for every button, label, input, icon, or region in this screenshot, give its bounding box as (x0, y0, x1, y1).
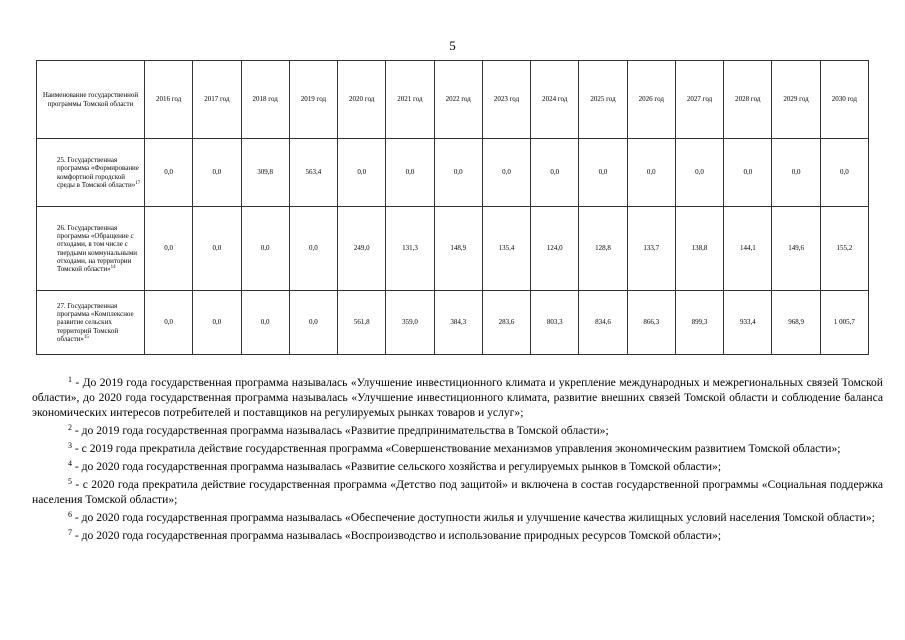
value-cell: 149,6 (772, 207, 820, 291)
footnote-text: - с 2019 года прекратила действие государственная программа «Совершенствование механизмов управления экономическим развитием Томской области»; (72, 442, 841, 455)
value-cell: 0,0 (772, 139, 820, 207)
value-cell: 899,3 (675, 291, 723, 355)
footnote-number: 5 (68, 477, 72, 486)
value-cell: 0,0 (531, 139, 579, 207)
value-cell: 561,8 (338, 291, 386, 355)
program-name: 27. Государственная программа «Комплексное развитие сельских территорий Томской области» (57, 302, 134, 343)
column-header-year: 2026 год (627, 61, 675, 139)
footnote-ref: 15 (83, 334, 89, 340)
table-row (37, 139, 869, 207)
value-cell: 0,0 (724, 139, 772, 207)
value-cell: 0,0 (145, 207, 193, 291)
footnote (32, 474, 883, 507)
footnote-number: 6 (68, 510, 72, 519)
value-cell: 0,0 (820, 139, 868, 207)
table-row (37, 207, 869, 291)
column-header-year: 2028 год (724, 61, 772, 139)
value-cell: 0,0 (627, 139, 675, 207)
program-name-cell (37, 139, 145, 207)
column-header-year: 2030 год (820, 61, 868, 139)
value-cell: 563,4 (289, 139, 337, 207)
footnote-number: 4 (68, 459, 72, 468)
column-header-year: 2020 год (338, 61, 386, 139)
value-cell: 133,7 (627, 207, 675, 291)
footnote (32, 420, 883, 438)
footnote (32, 438, 883, 456)
value-cell: 0,0 (241, 291, 289, 355)
footnote (32, 372, 883, 420)
footnote (32, 525, 883, 543)
column-header-year: 2018 год (241, 61, 289, 139)
footnote-text: - до 2019 года государственная программа называлась «Развитие предпринимательства в Томской области»; (72, 424, 609, 437)
column-header-year: 2022 год (434, 61, 482, 139)
value-cell: 1 005,7 (820, 291, 868, 355)
footnote-text: - до 2020 года государственная программа называлась «Воспроизводство и использование природных ресурсов Томской области»; (72, 529, 722, 542)
value-cell: 135,4 (482, 207, 530, 291)
table-header-row (37, 61, 869, 139)
column-header-year: 2029 год (772, 61, 820, 139)
value-cell: 359,0 (386, 291, 434, 355)
value-cell: 309,8 (241, 139, 289, 207)
value-cell: 131,3 (386, 207, 434, 291)
column-header-year: 2025 год (579, 61, 627, 139)
footnote-text: - до 2020 года государственная программа называлась «Развитие сельского хозяйства и регулируемых рынков в Томской области»; (72, 460, 722, 473)
column-header-year: 2017 год (193, 61, 241, 139)
value-cell: 148,9 (434, 207, 482, 291)
column-header-year: 2027 год (675, 61, 723, 139)
budget-table (36, 60, 869, 355)
value-cell: 0,0 (145, 291, 193, 355)
column-header-year: 2021 год (386, 61, 434, 139)
footnote-ref: 14 (110, 264, 116, 270)
value-cell: 124,0 (531, 207, 579, 291)
column-header-year: 2023 год (482, 61, 530, 139)
value-cell: 249,0 (338, 207, 386, 291)
value-cell: 144,1 (724, 207, 772, 291)
value-cell: 138,8 (675, 207, 723, 291)
table-row (37, 291, 869, 355)
program-name: 25. Государственная программа «Формирование комфортной городской среды в Томской области» (57, 156, 139, 189)
footnote (32, 507, 883, 525)
value-cell: 283,6 (482, 291, 530, 355)
value-cell: 0,0 (289, 291, 337, 355)
column-header-year: 2019 год (289, 61, 337, 139)
value-cell: 0,0 (193, 139, 241, 207)
value-cell: 0,0 (193, 291, 241, 355)
footnote-ref: 17 (135, 180, 141, 186)
footnote-text: - до 2020 года государственная программа называлась «Обеспечение доступности жилья и улучшение качества жилищных условий населения Томской области»; (72, 511, 875, 524)
program-name-cell (37, 207, 145, 291)
value-cell: 128,8 (579, 207, 627, 291)
value-cell: 866,3 (627, 291, 675, 355)
footnotes (32, 372, 883, 543)
program-name: 26. Государственная программа «Обращение с отходами, в том числе с твердыми коммунальными отходами, на территории Томской области» (57, 224, 138, 273)
footnote-number: 2 (68, 423, 72, 432)
footnote-number: 3 (68, 441, 72, 450)
footnote-number: 7 (68, 528, 72, 537)
page-number: 5 (449, 38, 456, 53)
value-cell: 0,0 (241, 207, 289, 291)
value-cell: 933,4 (724, 291, 772, 355)
value-cell: 834,6 (579, 291, 627, 355)
value-cell: 0,0 (675, 139, 723, 207)
value-cell: 968,9 (772, 291, 820, 355)
footnote-text: - с 2020 года прекратила действие государственная программа «Детство под защитой» и включена в состав государственной программы «Социальная поддержка населения Томской области»; (32, 478, 883, 506)
footnote (32, 456, 883, 474)
value-cell: 0,0 (386, 139, 434, 207)
value-cell: 0,0 (579, 139, 627, 207)
value-cell: 0,0 (289, 207, 337, 291)
program-name-cell (37, 291, 145, 355)
value-cell: 155,2 (820, 207, 868, 291)
value-cell: 0,0 (145, 139, 193, 207)
footnote-number: 1 (68, 375, 72, 384)
column-header-year: 2016 год (145, 61, 193, 139)
value-cell: 0,0 (193, 207, 241, 291)
value-cell: 0,0 (482, 139, 530, 207)
column-header-year: 2024 год (531, 61, 579, 139)
footnote-text: - До 2019 года государственная программа называлась «Улучшение инвестиционного климата и укрепление международных и межрегиональных связей Томской области», до 2020 года государственная программа называлась «Улучшение инвестиционного климата, развитие внешних связей Томской области и соблюдение баланса экономических интересов потребителей и поставщиков на регулируемых рынках товаров и услуг»; (32, 376, 883, 419)
value-cell: 0,0 (434, 139, 482, 207)
value-cell: 0,0 (338, 139, 386, 207)
value-cell: 384,3 (434, 291, 482, 355)
column-header-name: Наименование государственной программы Томской области (37, 61, 145, 139)
value-cell: 803,3 (531, 291, 579, 355)
